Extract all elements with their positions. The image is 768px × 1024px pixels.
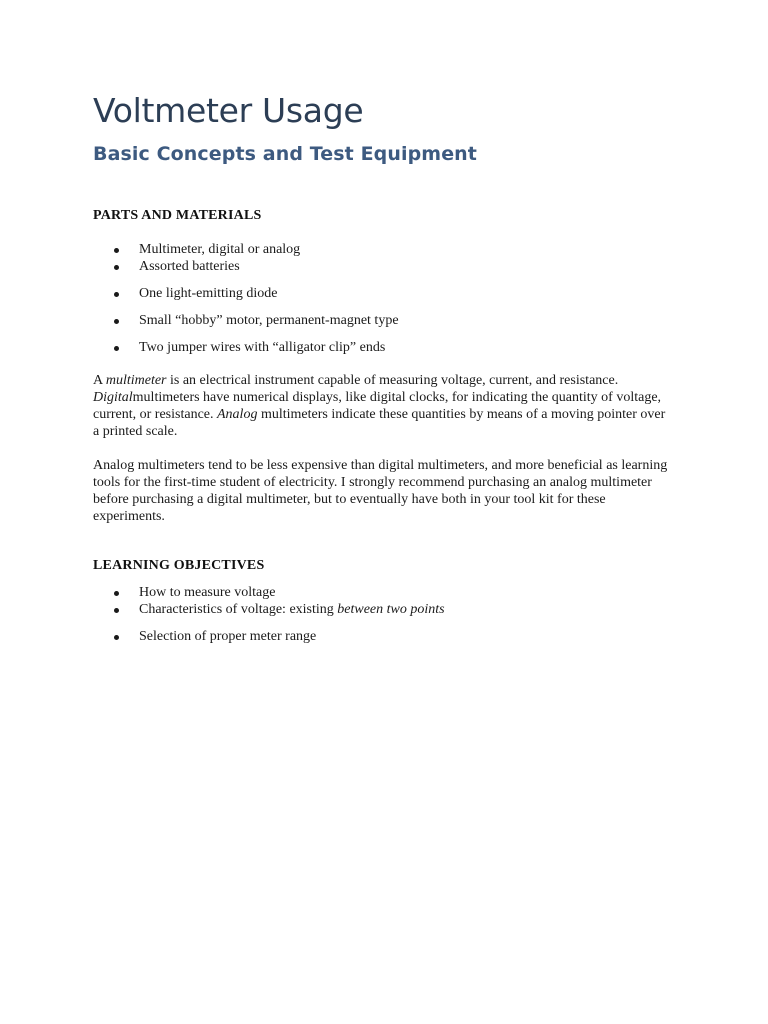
intro-paragraph-recommendation: Analog multimeters tend to be less expensive than digital multimeters, and more beneficial as learning tools for the first-time student of electricity. I strongly recommend purchasing an analog multimeter before purchasing a digital multimeter, but to eventually have both in your tool kit for these experiments. [93,458,668,524]
list-item [93,628,673,645]
bullet-icon [114,635,119,640]
list-item [93,339,673,356]
emphasis-text: between two points [337,602,445,617]
parts-list [93,241,673,356]
list-item-text: Multimeter, digital or analog [139,242,301,257]
list-item-text: How to measure voltage [139,585,276,600]
text-run: multimeters have numerical displays, like digital clocks, for indicating the quantity of voltage, current, or resistance. [93,390,662,422]
bullet-icon [114,608,119,613]
term-digital: Digital [93,390,133,405]
document-content [93,88,673,645]
list-item-text: One light-emitting diode [139,286,278,301]
bullet-icon [114,346,119,351]
bullet-icon [114,248,119,253]
list-item-text: Two jumper wires with “alligator clip” ends [139,340,386,355]
document-subtitle: Basic Concepts and Test Equipment [93,143,477,165]
list-item-text: Selection of proper meter range [139,629,317,644]
list-item [93,258,673,275]
document-title: Voltmeter Usage [93,91,364,130]
list-item-text: Assorted batteries [139,259,240,274]
list-item [93,584,673,601]
bullet-icon [114,265,119,270]
list-item [93,285,673,302]
bullet-icon [114,292,119,297]
term-analog: Analog [217,407,258,422]
text-run: multimeters indicate these quantities by means of a moving pointer over a printed scale. [93,407,666,439]
list-item [93,241,673,258]
objectives-list [93,584,673,645]
list-item [93,601,673,618]
term-multimeter: multimeter [105,373,167,388]
list-item [93,312,673,329]
list-item-text: Characteristics of voltage: existing [139,602,338,617]
text-run: is an electrical instrument capable of measuring voltage, current, and resistance. [166,373,619,388]
bullet-icon [114,591,119,596]
bullet-icon [114,319,119,324]
intro-paragraph-multimeter [93,372,673,440]
objectives-heading: LEARNING OBJECTIVES [93,558,265,573]
list-item-text: Small “hobby” motor, permanent-magnet type [139,313,399,328]
text-run: A [93,373,106,388]
parts-heading: PARTS AND MATERIALS [93,208,262,223]
